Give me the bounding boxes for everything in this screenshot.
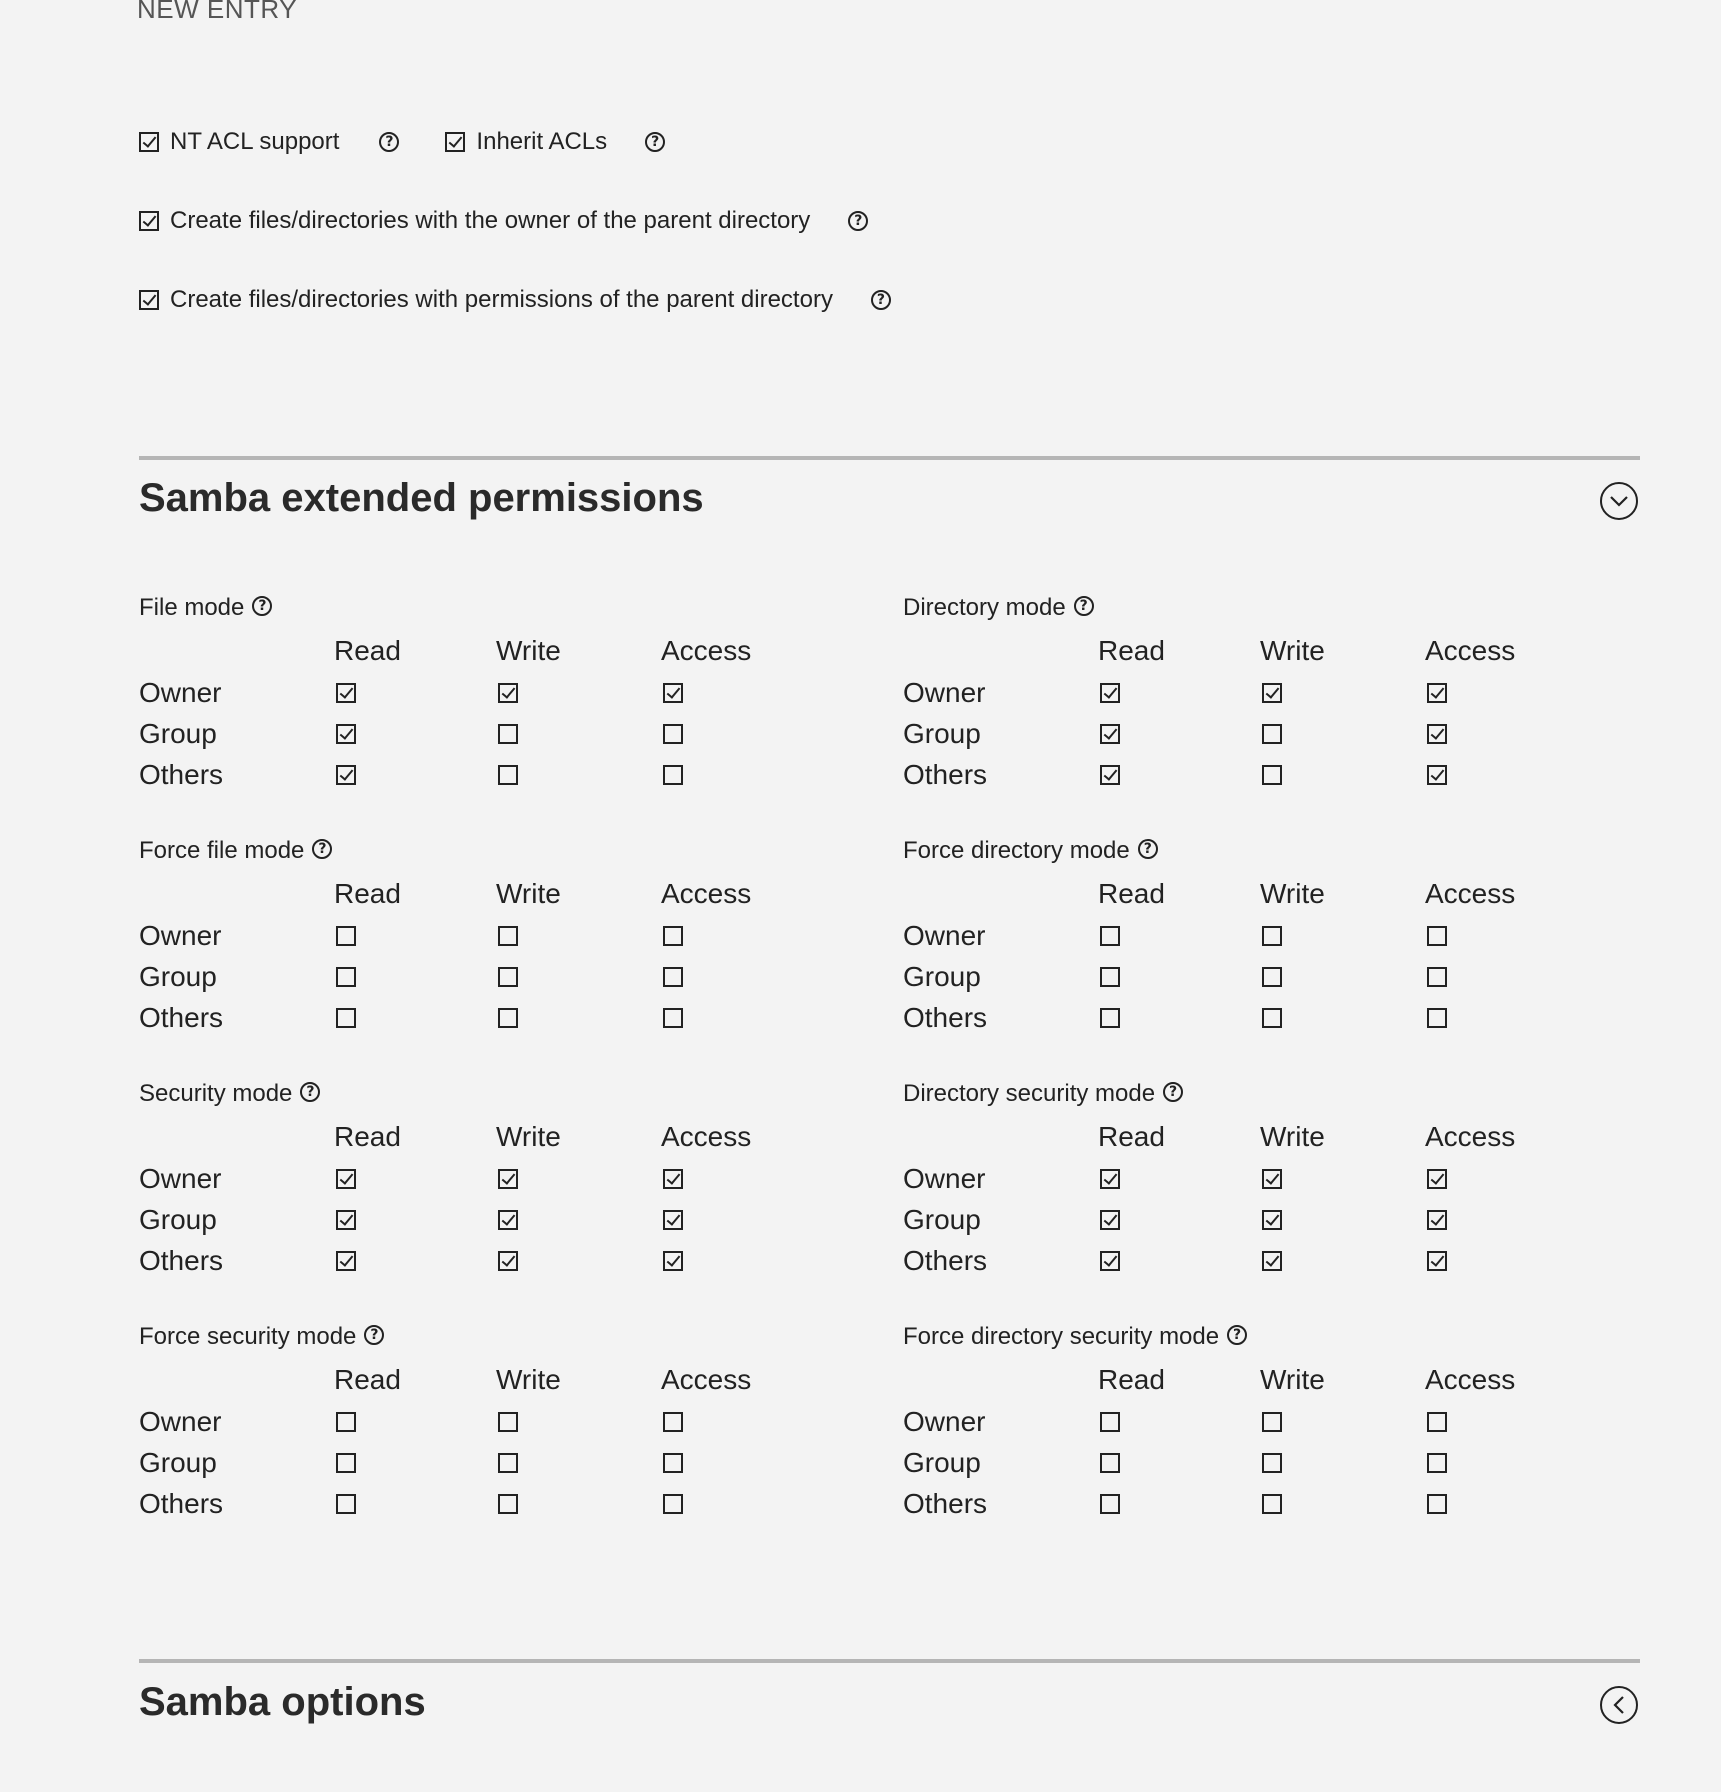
chevron-left-icon [1613, 1695, 1625, 1715]
permission-checkbox[interactable] [663, 1453, 683, 1473]
help-icon[interactable]: ? [364, 1325, 384, 1345]
permission-checkbox[interactable] [663, 765, 683, 785]
row-label: Group [139, 961, 217, 992]
permission-checkbox[interactable] [1100, 1453, 1120, 1473]
permission-group-title [903, 836, 1623, 866]
help-icon[interactable]: ? [1138, 839, 1158, 859]
permission-checkbox[interactable] [1427, 1169, 1447, 1189]
permission-checkbox[interactable] [663, 724, 683, 744]
permission-checkbox[interactable] [1262, 1494, 1282, 1514]
permission-checkbox[interactable] [1427, 765, 1447, 785]
permission-checkbox[interactable] [1100, 1251, 1120, 1271]
section-toggle-extended[interactable] [1600, 482, 1638, 520]
column-header: Read [1098, 878, 1165, 909]
permission-checkbox[interactable] [498, 1251, 518, 1271]
section-divider [139, 456, 1640, 460]
help-icon[interactable]: ? [312, 839, 332, 859]
permission-checkbox[interactable] [1100, 1008, 1120, 1028]
row-label: Others [903, 1488, 988, 1519]
row-label: Owner [139, 677, 222, 708]
column-header: Write [496, 1364, 561, 1395]
section-title-extended-permissions: Samba extended permissions [139, 476, 704, 520]
permission-checkbox[interactable] [498, 1008, 518, 1028]
permission-checkbox[interactable] [1427, 967, 1447, 987]
permission-checkbox[interactable] [1100, 1210, 1120, 1230]
permission-checkbox[interactable] [1427, 1210, 1447, 1230]
row-label: Group [139, 718, 217, 749]
permission-table [139, 1109, 859, 1276]
permission-group-label: Force directory mode [903, 837, 1130, 864]
row-label: Group [903, 1204, 981, 1235]
permission-checkbox[interactable] [336, 1210, 356, 1230]
permission-checkbox[interactable] [663, 967, 683, 987]
permission-checkbox[interactable] [498, 967, 518, 987]
permission-checkbox[interactable] [1427, 683, 1447, 703]
help-icon[interactable]: ? [1227, 1325, 1247, 1345]
permission-checkbox[interactable] [1262, 926, 1282, 946]
column-header: Access [661, 635, 752, 666]
permission-group-title [139, 836, 859, 866]
inherit-acls-checkbox[interactable] [445, 132, 465, 152]
permission-group-title [139, 1322, 859, 1352]
row-label: Others [139, 759, 224, 790]
permission-checkbox[interactable] [336, 1169, 356, 1189]
permission-checkbox[interactable] [498, 926, 518, 946]
permission-checkbox[interactable] [663, 926, 683, 946]
permission-checkbox[interactable] [1262, 724, 1282, 744]
permission-checkbox[interactable] [336, 765, 356, 785]
permission-table [139, 623, 859, 790]
permission-checkbox[interactable] [1100, 1169, 1120, 1189]
permission-checkbox[interactable] [1262, 765, 1282, 785]
permission-checkbox[interactable] [336, 1494, 356, 1514]
permission-checkbox[interactable] [663, 1008, 683, 1028]
row-label: Group [139, 1204, 217, 1235]
row-label: Owner [903, 1406, 986, 1437]
permission-checkbox[interactable] [1427, 1251, 1447, 1271]
permission-group-label: Directory mode [903, 594, 1066, 621]
column-header: Write [1260, 1364, 1325, 1395]
permission-checkbox[interactable] [498, 1169, 518, 1189]
permission-checkbox[interactable] [1100, 967, 1120, 987]
permission-group-title [903, 593, 1623, 623]
help-icon[interactable]: ? [379, 132, 399, 152]
chevron-down-icon [1609, 495, 1629, 507]
column-header: Access [1425, 1121, 1516, 1152]
permission-checkbox[interactable] [1262, 683, 1282, 703]
column-header: Access [661, 1364, 752, 1395]
column-header: Write [496, 635, 561, 666]
permission-checkbox[interactable] [498, 683, 518, 703]
section-toggle-options[interactable] [1600, 1686, 1638, 1724]
column-header: Read [1098, 1121, 1165, 1152]
row-label: Group [903, 718, 981, 749]
permission-checkbox[interactable] [498, 1494, 518, 1514]
page-title: NEW ENTRY [137, 0, 298, 24]
permission-group [139, 1322, 859, 1519]
permission-group-label: File mode [139, 594, 245, 621]
column-header: Access [661, 878, 752, 909]
permission-checkbox[interactable] [498, 1453, 518, 1473]
column-header: Write [1260, 878, 1325, 909]
permission-checkbox[interactable] [1100, 765, 1120, 785]
permission-checkbox[interactable] [498, 1210, 518, 1230]
permission-checkbox[interactable] [663, 1251, 683, 1271]
row-label: Group [139, 1447, 217, 1478]
permission-checkbox[interactable] [1427, 724, 1447, 744]
permission-checkbox[interactable] [336, 1453, 356, 1473]
permission-checkbox[interactable] [336, 926, 356, 946]
help-icon[interactable]: ? [645, 132, 665, 152]
permission-group-title [139, 1079, 859, 1109]
permission-checkbox[interactable] [663, 1412, 683, 1432]
permission-table [139, 1352, 859, 1519]
column-header: Access [1425, 878, 1516, 909]
permission-checkbox[interactable] [663, 1494, 683, 1514]
permission-checkbox[interactable] [336, 683, 356, 703]
permission-group [139, 1079, 859, 1276]
option-row-owner [139, 207, 868, 235]
column-header: Read [334, 1364, 401, 1395]
permission-checkbox[interactable] [1262, 1251, 1282, 1271]
column-header: Read [1098, 1364, 1165, 1395]
column-header: Access [1425, 635, 1516, 666]
permission-checkbox[interactable] [1262, 1412, 1282, 1432]
permission-checkbox[interactable] [1100, 1494, 1120, 1514]
column-header: Read [1098, 635, 1165, 666]
row-label: Others [139, 1002, 224, 1033]
permission-table [139, 866, 859, 1033]
column-header: Access [661, 1121, 752, 1152]
row-label: Owner [139, 1163, 222, 1194]
column-header: Write [1260, 1121, 1325, 1152]
permission-checkbox[interactable] [663, 1210, 683, 1230]
permission-checkbox[interactable] [336, 1412, 356, 1432]
permission-checkbox[interactable] [1427, 1008, 1447, 1028]
row-label: Owner [903, 1163, 986, 1194]
permission-checkbox[interactable] [498, 724, 518, 744]
row-label: Owner [139, 920, 222, 951]
permission-checkbox[interactable] [1262, 1008, 1282, 1028]
permission-group [903, 1079, 1623, 1276]
permission-table [903, 623, 1623, 790]
permission-checkbox[interactable] [663, 683, 683, 703]
permission-group-label: Security mode [139, 1080, 293, 1107]
permission-checkbox[interactable] [498, 765, 518, 785]
row-label: Owner [903, 920, 986, 951]
help-icon[interactable]: ? [848, 211, 868, 231]
permission-checkbox[interactable] [498, 1412, 518, 1432]
permission-checkbox[interactable] [1262, 1169, 1282, 1189]
permission-checkbox[interactable] [336, 724, 356, 744]
row-label: Others [139, 1488, 224, 1519]
permission-group [903, 836, 1623, 1033]
nt-acl-checkbox[interactable] [139, 132, 159, 152]
column-header: Read [334, 878, 401, 909]
column-header: Write [1260, 635, 1325, 666]
help-icon[interactable]: ? [252, 596, 272, 616]
column-header: Write [496, 878, 561, 909]
permission-group [903, 1322, 1623, 1519]
inherit-permissions-label: Create files/directories with permissions of the parent directory [170, 286, 833, 313]
section-title-samba-options: Samba options [139, 1680, 426, 1724]
permission-checkbox[interactable] [336, 1008, 356, 1028]
permission-table [903, 866, 1623, 1033]
inherit-owner-label: Create files/directories with the owner of the parent directory [170, 207, 811, 234]
column-header: Read [334, 1121, 401, 1152]
permission-checkbox[interactable] [1100, 683, 1120, 703]
permission-checkbox[interactable] [1427, 926, 1447, 946]
help-icon[interactable]: ? [300, 1082, 320, 1102]
column-header: Write [496, 1121, 561, 1152]
permission-group-label: Directory security mode [903, 1080, 1156, 1107]
inherit-acls-label: Inherit ACLs [476, 128, 608, 155]
option-row-acl [139, 128, 665, 156]
permission-checkbox[interactable] [1100, 926, 1120, 946]
permission-table [903, 1352, 1623, 1519]
permission-checkbox[interactable] [1427, 1494, 1447, 1514]
permission-group-title [903, 1322, 1623, 1352]
permission-checkbox[interactable] [663, 1169, 683, 1189]
option-row-permissions [139, 286, 891, 314]
row-label: Others [903, 1002, 988, 1033]
help-icon[interactable]: ? [1163, 1082, 1183, 1102]
row-label: Group [903, 961, 981, 992]
inherit-owner-checkbox[interactable] [139, 211, 159, 231]
permission-table [903, 1109, 1623, 1276]
nt-acl-label: NT ACL support [170, 128, 340, 155]
permission-checkbox[interactable] [1262, 1453, 1282, 1473]
permission-checkbox[interactable] [336, 967, 356, 987]
permission-checkbox[interactable] [1427, 1453, 1447, 1473]
permission-checkbox[interactable] [1262, 1210, 1282, 1230]
permission-group [903, 593, 1623, 790]
help-icon[interactable]: ? [1074, 596, 1094, 616]
permission-checkbox[interactable] [336, 1251, 356, 1271]
permission-checkbox[interactable] [1100, 724, 1120, 744]
row-label: Owner [139, 1406, 222, 1437]
permission-group-label: Force security mode [139, 1323, 357, 1350]
row-label: Others [903, 759, 988, 790]
section-divider [139, 1659, 1640, 1663]
help-icon[interactable]: ? [871, 290, 891, 310]
permission-checkbox[interactable] [1262, 967, 1282, 987]
permission-group [139, 836, 859, 1033]
permission-checkbox[interactable] [1100, 1412, 1120, 1432]
row-label: Others [139, 1245, 224, 1276]
inherit-permissions-checkbox[interactable] [139, 290, 159, 310]
column-header: Access [1425, 1364, 1516, 1395]
permission-group [139, 593, 859, 790]
permission-group-label: Force directory security mode [903, 1323, 1220, 1350]
permission-checkbox[interactable] [1427, 1412, 1447, 1432]
row-label: Owner [903, 677, 986, 708]
row-label: Group [903, 1447, 981, 1478]
column-header: Read [334, 635, 401, 666]
permission-group-label: Force file mode [139, 837, 305, 864]
row-label: Others [903, 1245, 988, 1276]
permission-group-title [139, 593, 859, 623]
permission-group-title [903, 1079, 1623, 1109]
